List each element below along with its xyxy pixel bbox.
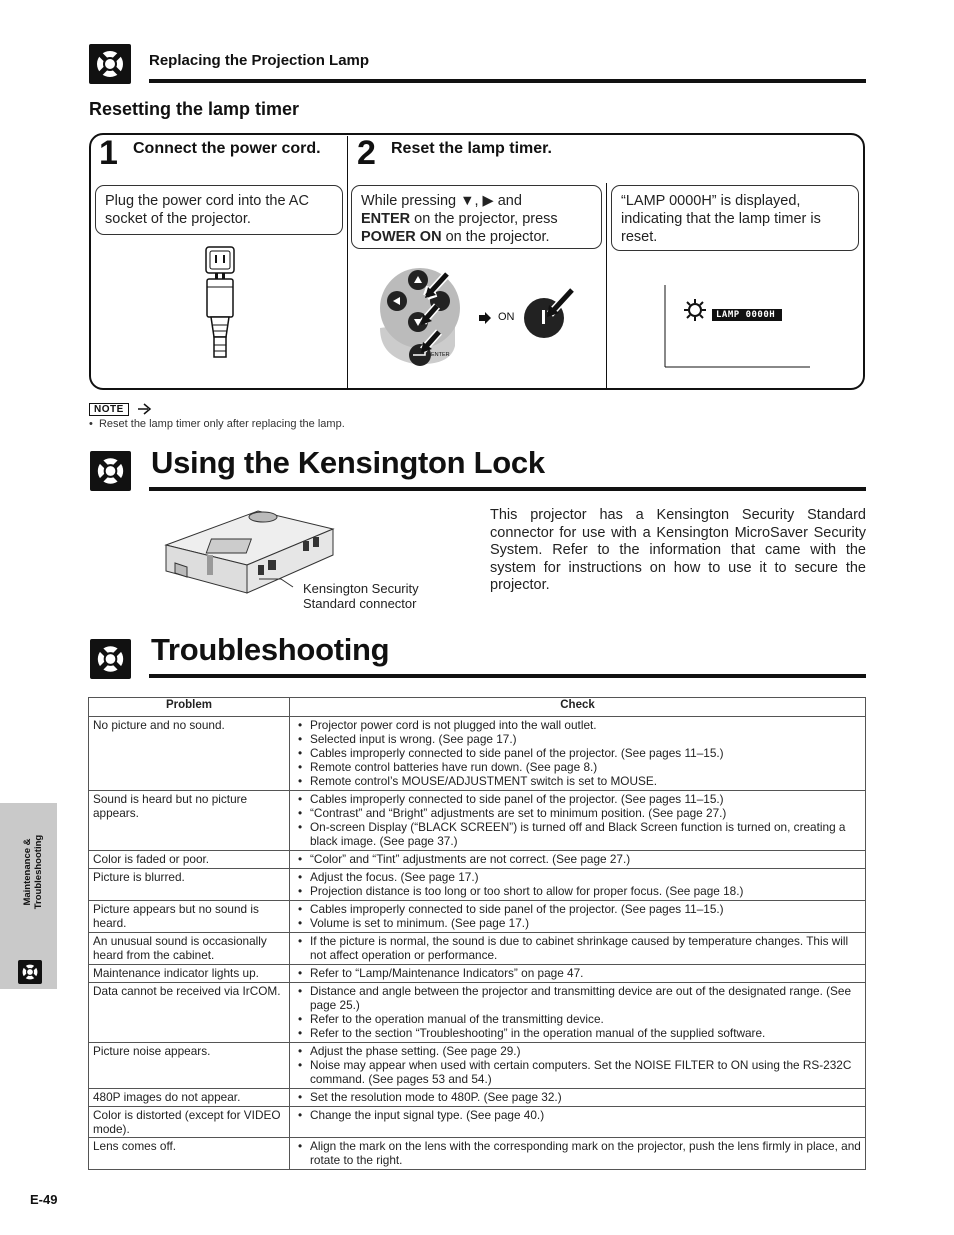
problem-cell: An unusual sound is occasionally heard from the cabinet. — [89, 933, 290, 965]
check-list — [296, 966, 861, 980]
check-item: • Selected input is wrong. (See page 17.) — [296, 732, 861, 746]
check-item: • Align the mark on the lens with the corresponding mark on the projector, push the lens firmly in place, and rotate to the right. — [296, 1139, 861, 1167]
step2-title: Reset the lamp timer. — [391, 140, 552, 157]
check-item: • Change the input signal type. (See page 40.) — [296, 1108, 861, 1122]
step1-number: 1 — [99, 134, 118, 172]
step2-text-a: While pressing ▼, ▶ and — [361, 193, 522, 209]
troubleshooting-rule — [149, 674, 866, 678]
problem-cell: No picture and no sound. — [89, 717, 290, 791]
header-rule — [149, 79, 866, 83]
enter-key-label: ENTER — [361, 211, 411, 227]
note-label: NOTE — [89, 403, 129, 416]
check-item: • Projector power cord is not plugged into the wall outlet. — [296, 718, 861, 732]
note-text-content: Reset the lamp timer only after replacing the lamp. — [98, 418, 345, 430]
problem-cell: Picture appears but no sound is heard. — [89, 901, 290, 933]
power-on-key-label: POWER ON — [361, 229, 442, 245]
troubleshooting-title: Troubleshooting — [151, 632, 390, 667]
section-icon — [89, 44, 131, 84]
step2-text-b: on the projector, press — [410, 211, 558, 227]
check-list — [296, 984, 861, 1040]
step2-number: 2 — [357, 134, 376, 172]
step-divider — [347, 136, 348, 388]
table-row — [89, 1138, 866, 1170]
table-row — [89, 983, 866, 1043]
problem-cell: Color is distorted (except for VIDEO mode). — [89, 1107, 290, 1138]
check-cell — [290, 791, 866, 851]
table-row — [89, 851, 866, 869]
check-list — [296, 870, 861, 898]
check-item: • “Contrast” and “Bright” adjustments are set to minimum position. (See page 27.) — [296, 806, 861, 820]
reset-title: Resetting the lamp timer — [89, 99, 300, 119]
check-item: • Adjust the phase setting. (See page 29.) — [296, 1044, 861, 1058]
problem-cell: Data cannot be received via IrCOM. — [89, 983, 290, 1043]
step-divider-2 — [606, 183, 607, 388]
check-item: • Noise may appear when used with certain computers. Set the NOISE FILTER to ON using the RS-232C command. (See pages 53 and 54.) — [296, 1058, 861, 1086]
note-arrow-icon — [138, 403, 152, 415]
check-column-header: Check — [290, 698, 866, 717]
on-label: ON — [498, 311, 515, 323]
kensington-title: Using the Kensington Lock — [151, 445, 545, 480]
step2-result: “LAMP 0000H” is displayed, indicating that the lamp timer is reset. — [611, 185, 859, 251]
table-row — [89, 1089, 866, 1107]
side-tab-line2: Troubleshooting — [33, 834, 44, 910]
check-item: • Cables improperly connected to side panel of the projector. (See pages 11–15.) — [296, 792, 861, 806]
step1-title: Connect the power cord. — [133, 140, 321, 157]
check-cell — [290, 933, 866, 965]
table-row — [89, 965, 866, 983]
check-cell — [290, 717, 866, 791]
step2-text-c: on the projector. — [441, 229, 550, 245]
kensington-section-icon — [90, 451, 131, 491]
check-cell — [290, 1138, 866, 1170]
table-row — [89, 869, 866, 901]
check-list — [296, 1090, 861, 1104]
check-item: • Remote control batteries have run down. (See page 8.) — [296, 760, 861, 774]
problem-cell: 480P images do not appear. — [89, 1089, 290, 1107]
check-cell — [290, 1043, 866, 1089]
check-item: • Cables improperly connected to side panel of the projector. (See pages 11–15.) — [296, 902, 861, 916]
kensington-body: This projector has a Kensington Security Standard connector for use with a Kensington MicroSaver Security System. Refer to the information that came with the system for instructions on how to use it to secure the projector. — [490, 507, 866, 593]
table-row — [89, 933, 866, 965]
side-tab-line1: Maintenance & — [22, 838, 33, 906]
lamp-display-text: LAMP 0000H — [716, 310, 776, 320]
table-row — [89, 717, 866, 791]
table-header-row — [89, 698, 866, 717]
troubleshooting-table-body — [89, 717, 866, 1170]
table-row — [89, 1043, 866, 1089]
lamp-display-illustration — [664, 285, 810, 369]
check-item: • Volume is set to minimum. (See page 17.) — [296, 916, 861, 930]
check-cell — [290, 901, 866, 933]
check-item: • Set the resolution mode to 480P. (See page 32.) — [296, 1090, 861, 1104]
side-tab-label — [22, 812, 44, 932]
check-item: • If the picture is normal, the sound is due to cabinet shrinkage caused by temperature changes. This will not affect operation or performance. — [296, 934, 861, 962]
power-plug-illustration — [195, 245, 245, 370]
check-cell — [290, 851, 866, 869]
check-item: • Refer to the section “Troubleshooting” in the operation manual of the supplied software. — [296, 1026, 861, 1040]
problem-cell: Maintenance indicator lights up. — [89, 965, 290, 983]
table-row — [89, 791, 866, 851]
check-item: • Adjust the focus. (See page 17.) — [296, 870, 861, 884]
check-list — [296, 1139, 861, 1167]
troubleshooting-table — [88, 697, 866, 1170]
kensington-rule — [149, 487, 866, 491]
check-item: • On-screen Display (“BLACK SCREEN”) is turned off and Black Screen function is turned on, creating a black image. (See page 37.) — [296, 820, 861, 848]
check-list — [296, 792, 861, 848]
check-list — [296, 902, 861, 930]
arrow-right-icon — [478, 311, 492, 325]
table-row — [89, 1107, 866, 1138]
problem-cell: Picture noise appears. — [89, 1043, 290, 1089]
enter-button-label: ENTER — [431, 352, 450, 358]
power-on-button-illustration — [520, 284, 580, 340]
check-list — [296, 934, 861, 962]
check-cell — [290, 869, 866, 901]
check-cell — [290, 1107, 866, 1138]
page-number: E-49 — [30, 1192, 58, 1207]
check-item: • Refer to “Lamp/Maintenance Indicators” on page 47. — [296, 966, 861, 980]
check-item: • Projection distance is too long or too short to allow for proper focus. (See page 18.) — [296, 884, 861, 898]
troubleshooting-section-icon — [90, 639, 131, 679]
check-list — [296, 852, 861, 866]
problem-cell: Picture is blurred. — [89, 869, 290, 901]
check-item: • Distance and angle between the projector and transmitting device are out of the designated range. (See page 25.) — [296, 984, 861, 1012]
check-list — [296, 1044, 861, 1086]
check-list — [296, 1108, 861, 1122]
check-item: • Refer to the operation manual of the transmitting device. — [296, 1012, 861, 1026]
check-list — [296, 718, 861, 788]
problem-cell: Color is faded or poor. — [89, 851, 290, 869]
table-row — [89, 901, 866, 933]
check-cell — [290, 983, 866, 1043]
check-item: • Cables improperly connected to side panel of the projector. (See pages 11–15.) — [296, 746, 861, 760]
problem-cell: Sound is heard but no picture appears. — [89, 791, 290, 851]
keypad-illustration — [375, 258, 470, 370]
check-cell — [290, 1089, 866, 1107]
check-cell — [290, 965, 866, 983]
step1-instruction: Plug the power cord into the AC socket of the projector. — [95, 185, 343, 235]
check-item: • “Color” and “Tint” adjustments are not correct. (See page 27.) — [296, 852, 861, 866]
problem-column-header: Problem — [89, 698, 290, 717]
kensington-caption: Kensington Security Standard connector — [303, 581, 419, 611]
check-item: • Remote control’s MOUSE/ADJUSTMENT switch is set to MOUSE. — [296, 774, 861, 788]
problem-cell: Lens comes off. — [89, 1138, 290, 1170]
step2-instruction — [351, 185, 602, 249]
note-text: • Reset the lamp timer only after replacing the lamp. — [89, 418, 345, 430]
side-tab-icon — [18, 960, 42, 984]
section-header: Replacing the Projection Lamp — [149, 52, 370, 69]
